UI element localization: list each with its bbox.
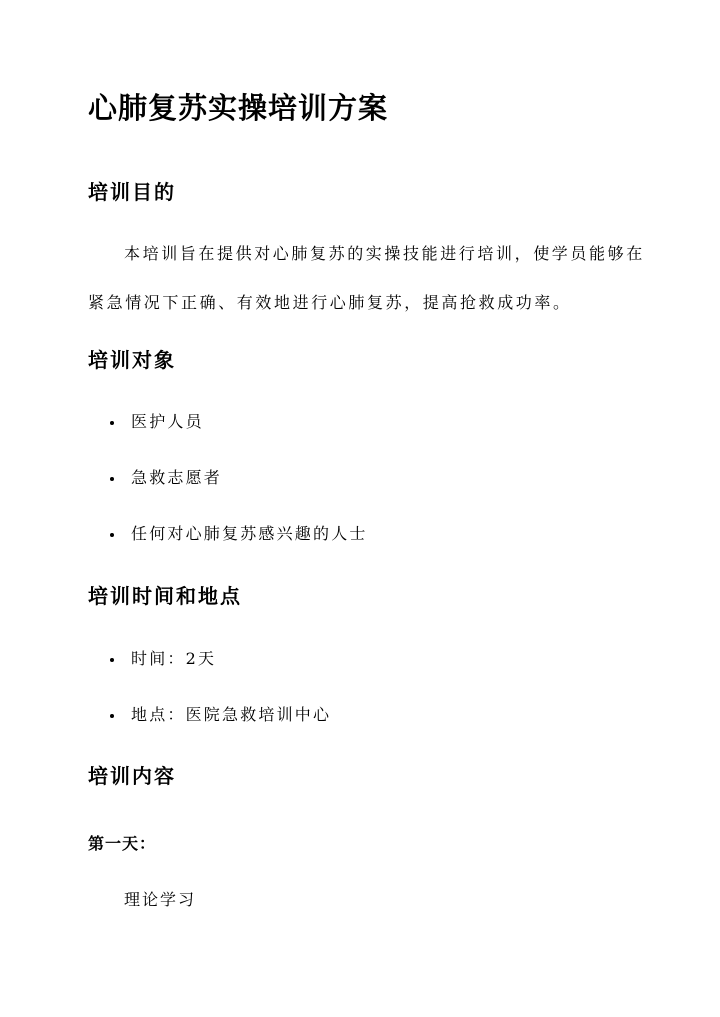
day1-heading: 第一天： [88,834,157,853]
page-title: 心肺复苏实操培训方案 [88,91,389,125]
list-item [88,467,368,523]
list-item-text: 医护人员 [131,412,204,431]
list-item [88,411,368,467]
list-item-text: 地点：医院急救培训中心 [131,705,332,724]
objective-paragraph: 本培训旨在提供对心肺复苏的实操技能进行培训，使学员能够在紧急情况下正确、有效地进行心肺复苏，提高抢救成功率。 [88,244,645,312]
list-item-text: 急救志愿者 [131,468,223,487]
list-item-text: 任何对心肺复苏感兴趣的人士 [131,524,368,543]
list-item [88,523,368,579]
list-item-text: 时间：2天 [131,649,217,668]
day1-item: 理论学习 [124,890,197,909]
section-heading-time-place: 培训时间和地点 [88,584,242,608]
audience-list [88,411,368,579]
section-heading-objective: 培训目的 [88,180,176,204]
list-item [88,704,331,760]
list-item [88,648,331,704]
section-heading-audience: 培训对象 [88,348,176,372]
section-heading-content: 培训内容 [88,764,176,788]
bullet-icon [110,533,114,537]
bullet-icon [110,421,114,425]
bullet-icon [110,477,114,481]
bullet-icon [110,714,114,718]
time-place-list [88,648,331,760]
bullet-icon [110,658,114,662]
